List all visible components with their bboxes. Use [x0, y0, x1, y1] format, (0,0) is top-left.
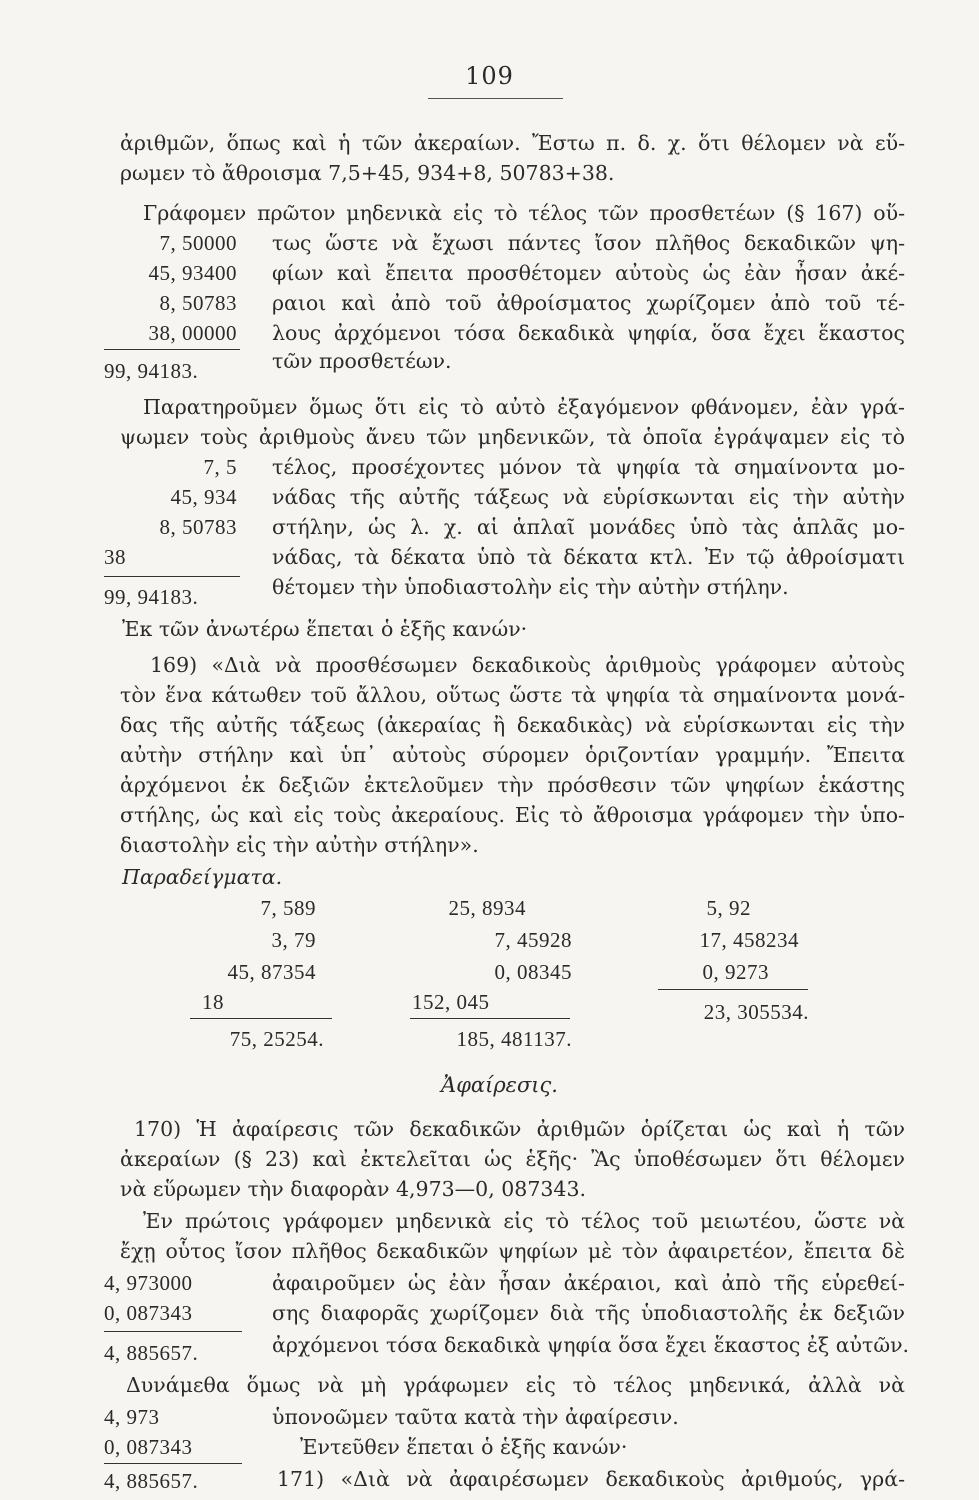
text-line: ἀρχόμενοι τόσα δεκαδικὰ ψηφία ὅσα ἔχει ἕκαστος ἐξ αὐτῶν. [272, 1333, 910, 1357]
addend: 7, 5 [203, 455, 237, 479]
sum-total: 99, 94183. [104, 359, 199, 383]
subtrahend: 0, 087343 [104, 1301, 193, 1325]
text-line: τῶν προσθετέων. [272, 349, 452, 373]
text-line: στήλην, ὡς λ. χ. αἱ ἁπλαῖ μονάδες ὑπὸ τὰς ἁπλᾶς μο- [272, 515, 905, 539]
text-line: 171) «Διὰ νὰ ἀφαιρέσωμεν δεκαδικοὺς ἀριθμούς, γρά- [277, 1467, 905, 1491]
text-line: ἀκεραίων (§ 23) καὶ ἐκτελεῖται ὡς ἑξῆς· Ἂς ὑποθέσωμεν ὅτι θέλομεν [120, 1147, 905, 1171]
text-line: τὸν ἕνα κάτωθεν τοῦ ἄλλου, οὕτως ὥστε τὰ ψηφία τὰ σημαίνοντα μονά- [120, 683, 905, 707]
text-line: νὰ εὕρωμεν τὴν διαφορὰν 4,973—0, 087343. [120, 1177, 587, 1201]
text-line: Δυνάμεθα ὅμως νὰ μὴ γράφωμεν εἰς τὸ τέλος μηδενικά, ἀλλὰ νὰ [126, 1373, 905, 1397]
addend: 152, 045 [412, 990, 490, 1014]
page-number-rule [428, 98, 563, 99]
text-line: ρωμεν τὸ ἄθροισμα 7,5+45, 934+8, 50783+38. [120, 161, 615, 185]
addend: 7, 589 [260, 896, 316, 920]
text-line: ἀριθμῶν, ὅπως καὶ ἡ τῶν ἀκεραίων. Ἔστω π. δ. χ. ὅτι θέλομεν νὰ εὕ- [120, 131, 905, 155]
text-line: διαστολὴν εἰς τὴν αὐτὴν στήλην». [120, 833, 479, 857]
text-line: Ἐντεῦθεν ἕπεται ὁ ἑξῆς κανών· [300, 1435, 628, 1459]
subtrahend: 0, 087343 [104, 1435, 193, 1459]
addend: 38 [104, 545, 126, 569]
addend: 0, 08345 [494, 960, 572, 984]
text-line: αὐτὴν στήλην καὶ ὑπ᾽ αὐτοὺς σύρομεν ὁριζοντίαν γραμμήν. Ἔπειτα [120, 743, 905, 767]
addend: 17, 458234 [699, 928, 799, 952]
text-line: φίων καὶ ἔπειτα προσθέτομεν αὐτοὺς ὡς ἐὰν ἦσαν ἀκέ- [272, 261, 905, 285]
sum-rule [104, 576, 240, 577]
text-line: ὑπονοῶμεν ταῦτα κατὰ τὴν ἀφαίρεσιν. [272, 1405, 679, 1429]
text-line: ἀρχόμενοι ἐκ δεξιῶν ἐκτελοῦμεν τὴν πρόσθεσιν τῶν ψηφίων ἑκάστης [120, 773, 905, 797]
examples-heading: Παραδείγματα. [122, 865, 283, 889]
text-line: σης διαφορᾶς χωρίζομεν διὰ τῆς ὑποδιαστολῆς ἐκ δεξιῶν [272, 1301, 905, 1325]
sum-total: 99, 94183. [104, 585, 199, 609]
text-line: Γράφομεν πρῶτον μηδενικὰ εἰς τὸ τέλος τῶν προσθετέων (§ 167) οὕ- [143, 201, 905, 225]
addend: 8, 50783 [159, 515, 237, 539]
sum-total: 75, 25254. [229, 1027, 324, 1051]
sum-rule [190, 1018, 332, 1019]
text-line: ἀφαιροῦμεν ὡς ἐὰν ἦσαν ἀκέραιοι, καὶ ἀπὸ τῆς εὑρεθεί- [272, 1271, 905, 1295]
text-line: τέλος, προσέχοντες μόνον τὰ ψηφία τὰ σημαίνοντα μο- [272, 455, 905, 479]
difference: 4, 885657. [104, 1469, 199, 1493]
text-line: Ἐκ τῶν ἀνωτέρω ἕπεται ὁ ἑξῆς κανών· [122, 617, 528, 641]
sum-total: 23, 305534. [703, 1000, 809, 1024]
text-line: στήλης, ὡς καὶ εἰς τοὺς ἀκεραίους. Εἰς τὸ ἄθροισμα γράφομεν τὴν ὑπο- [120, 803, 905, 827]
minuend: 4, 973 [104, 1405, 160, 1429]
text-line: 169) «Διὰ νὰ προσθέσωμεν δεκαδικοὺς ἀριθμοὺς γράφομεν αὐτοὺς [150, 653, 905, 677]
addend: 8, 50783 [159, 291, 237, 315]
addend: 45, 87354 [227, 960, 316, 984]
text-line: θέτομεν τὴν ὑποδιαστολὴν εἰς τὴν αὐτὴν στήλην. [272, 575, 789, 599]
text-line: Ἐν πρώτοις γράφομεν μηδενικὰ εἰς τὸ τέλος τοῦ μειωτέου, ὥστε νὰ [143, 1209, 905, 1233]
addend: 5, 92 [706, 896, 751, 920]
addend: 25, 8934 [448, 896, 526, 920]
difference-rule [104, 1331, 242, 1332]
text-line: ἔχῃ οὗτος ἴσον πλῆθος δεκαδικῶν ψηφίων μὲ τὸν ἀφαιρετέον, ἔπειτα δὲ [120, 1239, 905, 1263]
addend: 7, 50000 [159, 231, 237, 255]
text-line: τως ὥστε νὰ ἔχωσι πάντες ἴσον πλῆθος δεκαδικῶν ψη- [272, 231, 905, 255]
sum-rule [658, 989, 808, 990]
text-line: Παρατηροῦμεν ὅμως ὅτι εἰς τὸ αὐτὸ ἐξαγόμενον φθάνομεν, ἐὰν γρά- [143, 395, 905, 419]
text-line: λους ἀρχόμενοι τόσα δεκαδικὰ ψηφία, ὅσα ἔχει ἕκαστος [272, 321, 905, 345]
sum-rule [410, 1018, 570, 1019]
text-line: νάδας τῆς αὐτῆς τάξεως νὰ εὑρίσκωνται εἰς τὴν αὐτὴν [272, 485, 905, 509]
page-number: 109 [465, 62, 514, 90]
difference-rule [104, 1463, 242, 1464]
sum-rule [104, 349, 240, 350]
text-line: δας τῆς αὐτῆς τάξεως (ἀκεραίας ἢ δεκαδικὰς) νὰ εὑρίσκωνται εἰς τὴν [120, 713, 905, 737]
text-line: νάδας, τὰ δέκατα ὑπὸ τὰ δέκατα κτλ. Ἐν τῷ ἀθροίσματι [272, 545, 905, 569]
text-line: 170) Ἡ ἀφαίρεσις τῶν δεκαδικῶν ἀριθμῶν ὁρίζεται ὡς καὶ ἡ τῶν [134, 1117, 905, 1141]
addend: 7, 45928 [494, 928, 572, 952]
addend: 0, 9273 [702, 960, 769, 984]
addend: 38, 00000 [148, 321, 237, 345]
addend: 3, 79 [271, 928, 316, 952]
addend: 18 [202, 990, 224, 1014]
sum-total: 185, 481137. [456, 1027, 572, 1051]
text-line: ραιοι καὶ ἀπὸ τοῦ ἀθροίσματος χωρίζομεν ἀπὸ τοῦ τέ- [272, 291, 905, 315]
addend: 45, 934 [170, 485, 237, 509]
difference: 4, 885657. [104, 1341, 199, 1365]
addend: 45, 93400 [148, 261, 237, 285]
minuend: 4, 973000 [104, 1271, 193, 1295]
text-line: ψωμεν τοὺς ἀριθμοὺς ἄνευ τῶν μηδενικῶν, τὰ ὁποῖα ἐγράψαμεν εἰς τὸ [120, 425, 905, 449]
section-heading: Ἀφαίρεσις. [441, 1073, 558, 1097]
